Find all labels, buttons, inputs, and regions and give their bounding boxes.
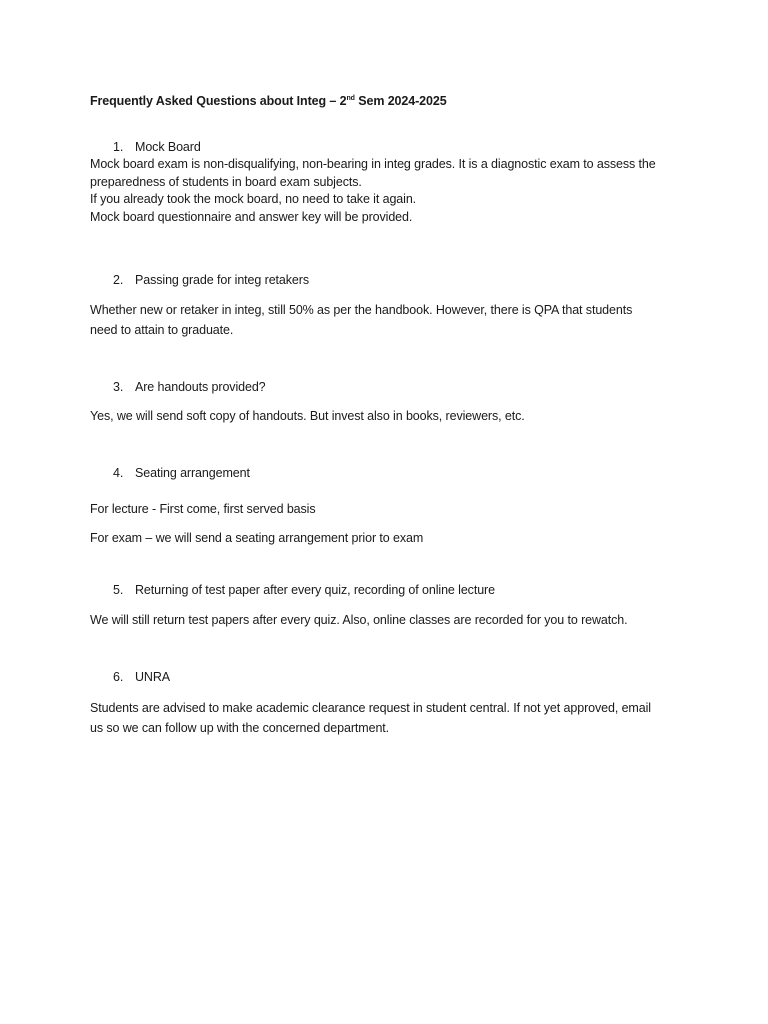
faq-number: 3. (113, 380, 124, 394)
faq-answer-6 (90, 699, 690, 738)
faq-answer-3 (90, 408, 690, 426)
faq-answer-line: Students are advised to make academic clearance request in student central. If not yet approved, email (90, 701, 651, 715)
faq-answer-line: Yes, we will send soft copy of handouts. But invest also in books, reviewers, etc. (90, 409, 525, 423)
faq-question-text: Mock Board (135, 140, 201, 154)
faq-question-text: UNRA (135, 670, 171, 684)
faq-answer-line: Mock board exam is non-disqualifying, non-bearing in integ grades. It is a diagnostic exam to assess the (90, 157, 656, 171)
title-superscript: nd (346, 94, 355, 102)
document-title (90, 94, 447, 108)
faq-number: 5. (113, 583, 124, 597)
faq-question-1 (113, 140, 201, 154)
faq-number: 6. (113, 670, 124, 684)
faq-question-5 (113, 583, 495, 597)
faq-question-3 (113, 380, 266, 394)
faq-answer-line: For lecture - First come, first served basis (90, 502, 316, 516)
faq-answer-1 (90, 156, 690, 226)
faq-number: 4. (113, 466, 124, 480)
faq-answer-4 (90, 495, 690, 553)
faq-question-2 (113, 273, 309, 287)
faq-answer-line: Whether new or retaker in integ, still 50% as per the handbook. However, there is QPA that students (90, 303, 633, 317)
faq-answer-line: Mock board questionnaire and answer key will be provided. (90, 209, 413, 224)
faq-question-text: Are handouts provided? (135, 380, 266, 394)
faq-question-text: Returning of test paper after every quiz, recording of online lecture (135, 583, 495, 597)
faq-question-text: Passing grade for integ retakers (135, 273, 309, 287)
faq-answer-line: us so we can follow up with the concerned department. (90, 720, 390, 735)
faq-answer-line: We will still return test papers after every quiz. Also, online classes are recorded for you to rewatch. (90, 613, 628, 627)
faq-answer-line: need to attain to graduate. (90, 322, 234, 337)
faq-answer-2 (90, 301, 690, 340)
faq-question-text: Seating arrangement (135, 466, 250, 480)
faq-question-4 (113, 466, 250, 480)
faq-number: 2. (113, 273, 124, 287)
title-suffix: Sem 2024-2025 (354, 94, 447, 108)
faq-answer-line: If you already took the mock board, no need to take it again. (90, 192, 417, 206)
faq-answer-line: For exam – we will send a seating arrangement prior to exam (90, 531, 424, 545)
faq-answer-line: preparedness of students in board exam subjects. (90, 174, 362, 189)
faq-number: 1. (113, 140, 124, 154)
title-prefix: Frequently Asked Questions about Integ – 2 (90, 94, 347, 108)
faq-question-6 (113, 670, 170, 684)
faq-answer-5 (90, 612, 690, 630)
